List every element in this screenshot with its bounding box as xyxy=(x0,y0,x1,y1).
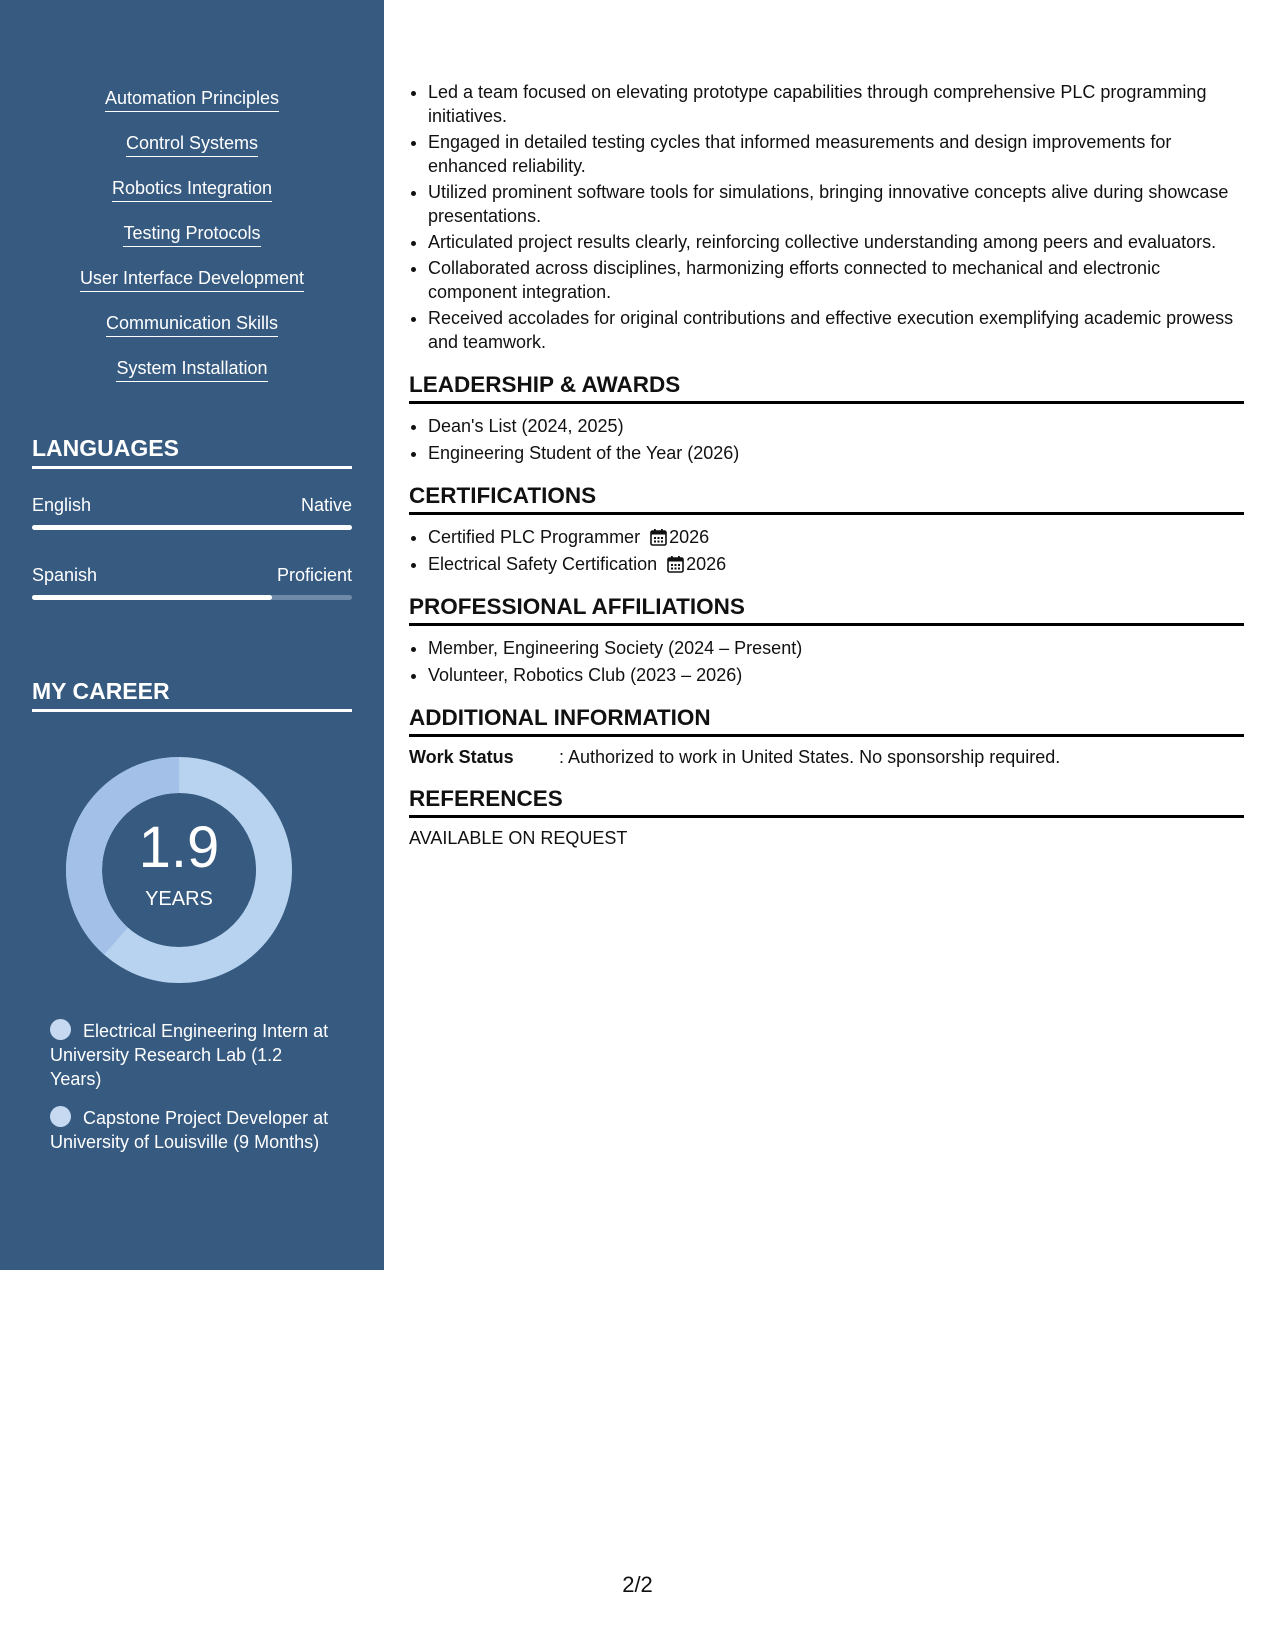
work-status-value: : Authorized to work in United States. No sponsorship required. xyxy=(559,747,1061,767)
certifications-list xyxy=(409,525,1244,576)
skill-item: Testing Protocols xyxy=(123,221,260,247)
section-heading-additional: ADDITIONAL INFORMATION xyxy=(409,704,1244,737)
languages-heading: LANGUAGES xyxy=(32,435,352,469)
skills-list xyxy=(0,86,384,401)
skill-item: Robotics Integration xyxy=(112,176,272,202)
references-text: AVAILABLE ON REQUEST xyxy=(409,828,628,848)
affiliations-list xyxy=(409,636,1244,687)
leadership-list xyxy=(409,414,1244,465)
language-level: Proficient xyxy=(276,565,352,585)
language-bar-fill xyxy=(32,595,272,600)
career-item-text: Capstone Project Developer at University of Louisville (9 Months) xyxy=(50,1108,329,1152)
work-status-row xyxy=(409,747,1244,768)
career-total-value: 1.9 xyxy=(138,815,220,880)
language-bar xyxy=(32,595,352,600)
certification-year: 2026 xyxy=(669,527,710,547)
skill-item: Control Systems xyxy=(126,131,258,157)
skill-item: Communication Skills xyxy=(106,311,278,337)
calendar-icon xyxy=(650,528,667,546)
section-heading-affiliations: PROFESSIONAL AFFILIATIONS xyxy=(409,593,1244,626)
language-bar-fill xyxy=(32,525,352,530)
main-content xyxy=(409,80,1244,849)
section-heading-leadership: LEADERSHIP & AWARDS xyxy=(409,371,1244,404)
list-item xyxy=(428,525,1244,549)
list-item: • Engaged in detailed testing cycles that informed measurements and design improvements for enhanced reliability. xyxy=(428,130,1244,178)
career-item xyxy=(50,1019,330,1091)
experience-bullets xyxy=(409,80,1244,354)
section-heading-certifications: CERTIFICATIONS xyxy=(409,482,1244,515)
sidebar xyxy=(0,0,384,1270)
page-number: 2/2 xyxy=(622,1572,653,1597)
list-item: • Volunteer, Robotics Club (2023 – 2026) xyxy=(428,663,1244,687)
skill-item: System Installation xyxy=(116,356,267,382)
skill-item: User Interface Development xyxy=(80,266,304,292)
language-bar xyxy=(32,525,352,530)
work-status-label: Work Status xyxy=(409,747,514,767)
career-item xyxy=(50,1106,330,1154)
list-item: • Articulated project results clearly, reinforcing collective understanding among peers and evaluators. xyxy=(428,230,1244,254)
list-item: • Led a team focused on elevating prototype capabilities through comprehensive PLC programming initiatives. xyxy=(428,80,1244,128)
certification-name: Electrical Safety Certification xyxy=(428,554,658,574)
list-item: • Engineering Student of the Year (2026) xyxy=(428,441,1244,465)
language-level: Native xyxy=(300,495,352,515)
list-item: • Collaborated across disciplines, harmonizing efforts connected to mechanical and electronic component integration. xyxy=(428,256,1244,304)
list-item: • Member, Engineering Society (2024 – Present) xyxy=(428,636,1244,660)
calendar-icon xyxy=(667,555,684,573)
list-item xyxy=(428,552,1244,576)
list-item: • Dean's List (2024, 2025) xyxy=(428,414,1244,438)
career-item-text: Electrical Engineering Intern at University Research Lab (1.2 Years) xyxy=(50,1021,329,1089)
language-name: English xyxy=(32,495,92,515)
language-name: Spanish xyxy=(32,565,98,585)
section-heading-references: REFERENCES xyxy=(409,785,1244,818)
legend-dot xyxy=(50,1019,71,1040)
list-item: • Utilized prominent software tools for simulations, bringing innovative concepts alive during showcase presentations. xyxy=(428,180,1244,228)
language-row xyxy=(32,565,352,586)
career-heading: MY CAREER xyxy=(32,678,352,712)
career-donut-chart xyxy=(66,757,292,983)
certification-name: Certified PLC Programmer xyxy=(428,527,641,547)
language-row xyxy=(32,495,352,516)
skill-item: Automation Principles xyxy=(105,86,279,112)
certification-year: 2026 xyxy=(686,554,727,574)
career-total-unit: YEARS xyxy=(145,888,213,910)
list-item: • Received accolades for original contributions and effective execution exemplifying academic prowess and teamwork. xyxy=(428,306,1244,354)
legend-dot xyxy=(50,1106,71,1127)
